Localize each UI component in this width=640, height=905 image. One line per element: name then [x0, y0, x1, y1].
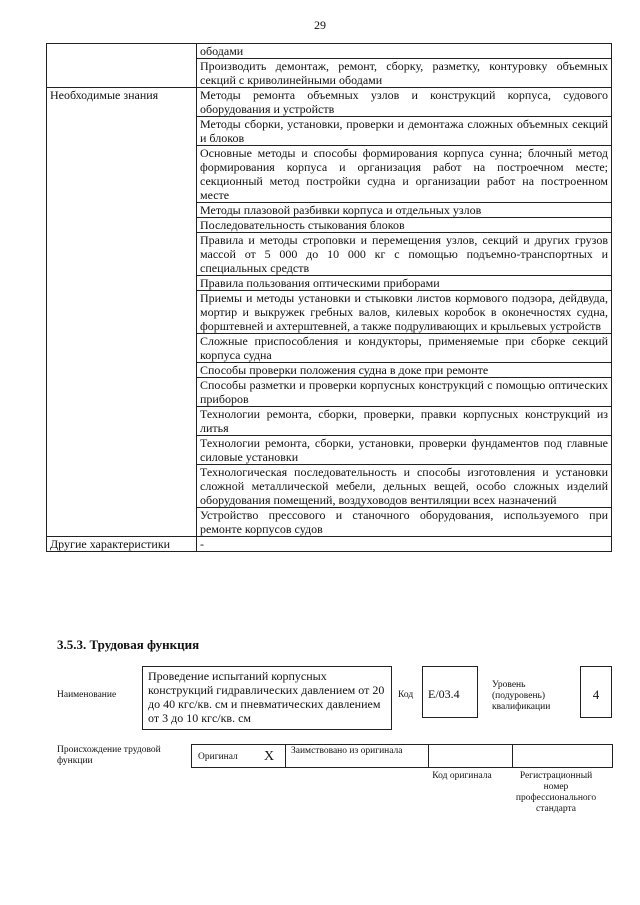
level-box — [580, 666, 612, 718]
knowledge-cell: Методы ремонта объемных узлов и конструкций корпуса, судового оборудования и устройств — [197, 88, 612, 117]
section-title: 3.5.3. Трудовая функция — [57, 637, 200, 652]
name-label: Наименование — [57, 690, 117, 700]
page-number: 29 — [314, 18, 326, 32]
level-value: 4 — [592, 687, 600, 702]
original-mark: X — [264, 749, 275, 764]
level-label: Уровень (подуровень) квалификации — [492, 680, 551, 712]
table-row — [47, 44, 612, 59]
knowledge-cell: Сложные приспособления и кондукторы, применяемые при сборке секций корпуса судна — [197, 334, 612, 363]
table-row — [47, 88, 612, 117]
knowledge-cell: Устройство прессового и станочного оборудования, используемого при ремонте корпусов судов — [197, 508, 612, 537]
other-value: - — [197, 537, 612, 552]
skill-cell: Производить демонтаж, ремонт, сборку, разметку, контуровку объемных секций с криволинейными ободами — [197, 59, 612, 88]
knowledge-cell: Правила пользования оптическими приборами — [197, 276, 612, 291]
function-name-box — [142, 666, 392, 730]
knowledge-cell: Основные методы и способы формирования корпуса сунна; блочный метод формирования корпуса и организация работ на построечном месте; секционный метод постройки судна и организации работ на построенном месте — [197, 146, 612, 203]
label-cell-empty — [47, 44, 197, 88]
knowledge-cell: Последовательность стыкования блоков — [197, 218, 612, 233]
reg-number-label: Регистрационный номер профессионального стандарта — [515, 771, 597, 814]
knowledge-table — [46, 43, 612, 552]
knowledge-cell: Приемы и методы установки и стыковки листов кормового подзора, дейдвуда, мортир и выкружек гребных валов, килевых коробок в оконечностях судна, форштевней и ахтерштевней, а также подруливающих и крыльевых устройств — [197, 291, 612, 334]
knowledge-cell: Способы разметки и проверки корпусных конструкций с помощью оптических приборов — [197, 378, 612, 407]
other-label: Другие характеристики — [47, 537, 197, 552]
divider — [428, 745, 429, 767]
origin-label: Происхождение трудовой функции — [57, 745, 161, 766]
original-label: Оригинал — [198, 752, 238, 762]
code-value: E/03.4 — [428, 687, 460, 701]
knowledge-cell: Технологии ремонта, сборки, установки, проверки фундаментов под главные силовые установки — [197, 436, 612, 465]
code-original-label: Код оригинала — [432, 771, 492, 781]
skill-cell: ободами — [197, 44, 612, 59]
divider — [285, 745, 286, 767]
knowledge-cell: Способы проверки положения судна в доке при ремонте — [197, 363, 612, 378]
knowledge-cell: Методы сборки, установки, проверки и демонтажа сложных объемных секций и блоков — [197, 117, 612, 146]
knowledge-cell: Правила и методы строповки и перемещения узлов, секций и других грузов массой от 5 000 до 10 000 кг с помощью подъемно-транспортных и специальных средств — [197, 233, 612, 276]
code-label: Код — [398, 690, 414, 700]
knowledge-cell: Технологии ремонта, сборки, проверки, правки корпусных конструкций из литья — [197, 407, 612, 436]
knowledge-label: Необходимые знания — [47, 88, 197, 537]
knowledge-cell: Технологическая последовательность и способы изготовления и установки сложной металлической мебели, дельных вещей, особо сложных изделий оборудования помещений, воздуховодов вентиляции всех назначений — [197, 465, 612, 508]
divider — [512, 745, 513, 767]
borrowed-label: Заимствовано из оригинала — [291, 746, 403, 756]
code-box — [422, 666, 478, 718]
origin-box — [191, 744, 613, 768]
function-name-value: Проведение испытаний корпусных конструкций гидравлических давлением от 20 до 40 кгс/кв. см и пневматических давлением от 3 до 10 кгс/кв. см — [148, 669, 385, 725]
knowledge-cell: Методы плазовой разбивки корпуса и отдельных узлов — [197, 203, 612, 218]
table-row — [47, 537, 612, 552]
